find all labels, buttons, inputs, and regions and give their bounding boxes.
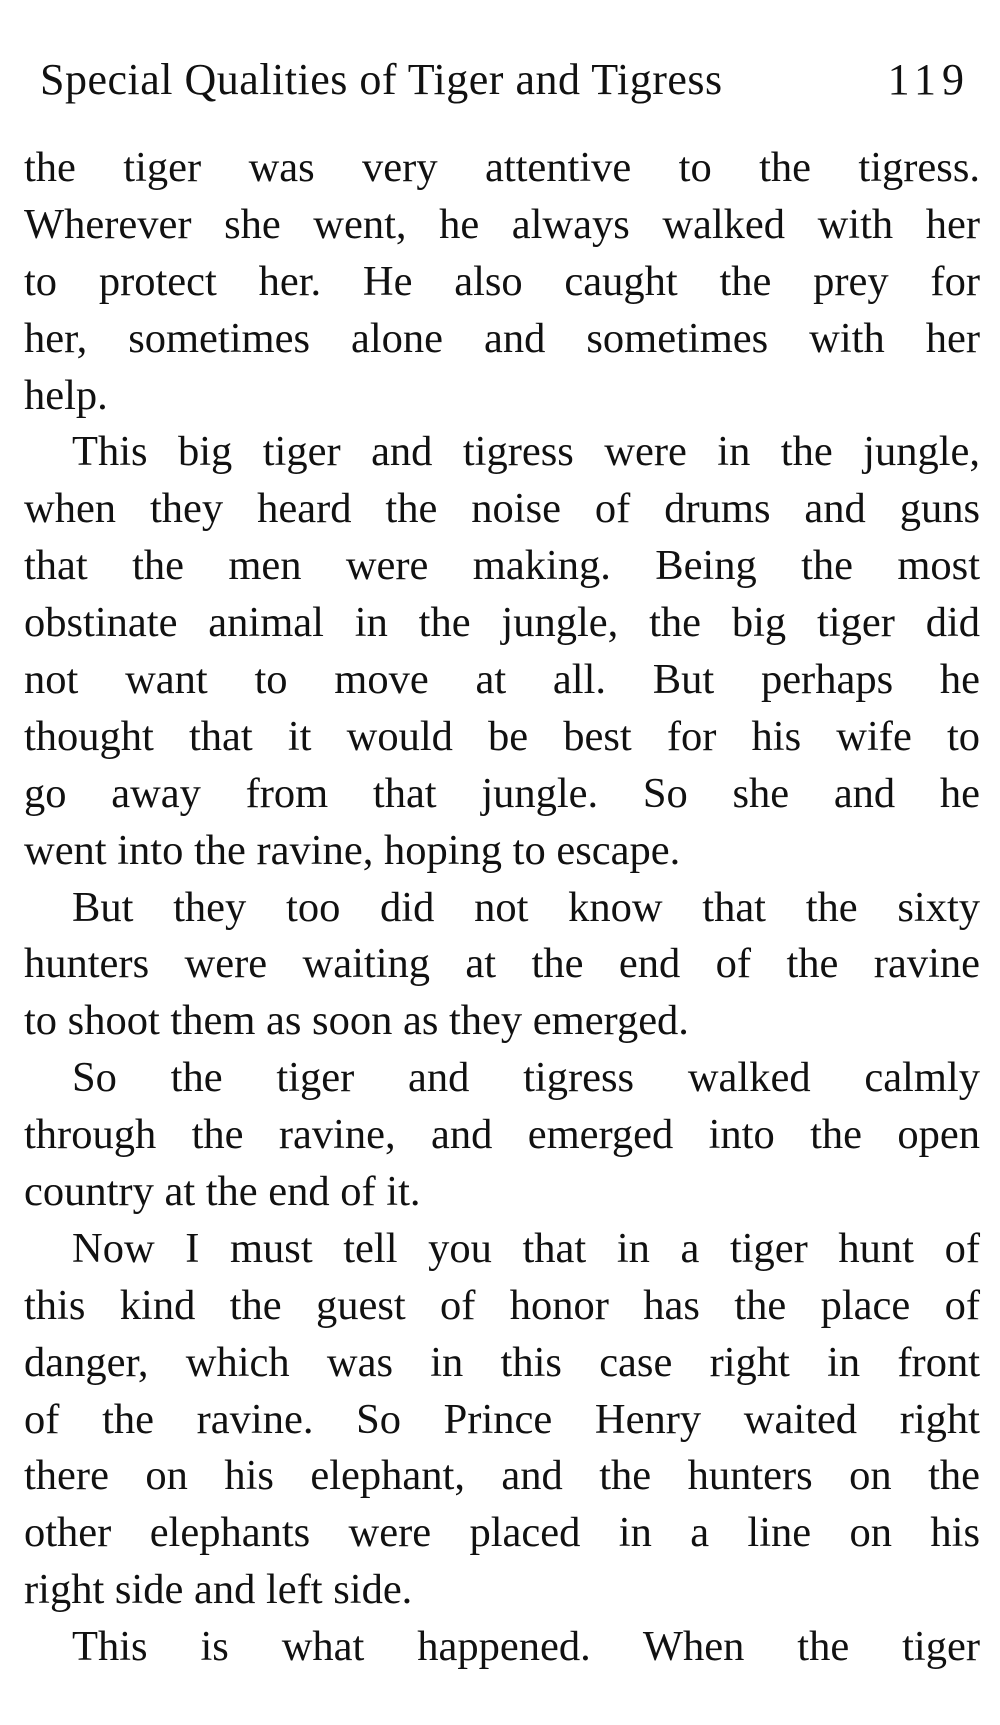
chapter-title: Special Qualities of Tiger and Tigress — [40, 55, 723, 104]
text-line: of the ravine. So Prince Henry waited right — [24, 1395, 980, 1443]
page-number: 119 — [887, 55, 970, 104]
paragraph-first-line: This big tiger and tigress were in the jungle, — [72, 428, 980, 476]
text-line: that the men were making. Being the most — [24, 542, 980, 590]
paragraph-first-line: This is what happened. When the tiger — [72, 1623, 980, 1671]
text-line: danger, which was in this case right in front — [24, 1338, 980, 1386]
text-line: obstinate animal in the jungle, the big tiger did — [24, 599, 980, 647]
paragraph-first-line: Now I must tell you that in a tiger hunt of — [72, 1224, 980, 1272]
text-line: to shoot them as soon as they emerged. — [24, 997, 689, 1045]
text-line: to protect her. He also caught the prey for — [24, 257, 980, 305]
body-text — [24, 140, 980, 1676]
text-line: right side and left side. — [24, 1566, 413, 1614]
text-line: went into the ravine, hoping to escape. — [24, 826, 681, 874]
running-head — [40, 50, 970, 110]
text-line: this kind the guest of honor has the place of — [24, 1281, 980, 1329]
text-line: thought that it would be best for his wife to — [24, 712, 980, 760]
text-line: through the ravine, and emerged into the open — [24, 1111, 980, 1159]
text-line: other elephants were placed in a line on his — [24, 1509, 980, 1557]
text-line: help. — [24, 371, 108, 419]
text-line: there on his elephant, and the hunters on the — [24, 1452, 980, 1500]
text-line: the tiger was very attentive to the tigress. — [24, 144, 980, 191]
text-line: her, sometimes alone and sometimes with her — [24, 314, 980, 362]
text-line: country at the end of it. — [24, 1168, 421, 1216]
paragraph-first-line: But they too did not know that the sixty — [72, 883, 980, 931]
text-line: go away from that jungle. So she and he — [24, 769, 980, 817]
text-line: when they heard the noise of drums and guns — [24, 485, 980, 533]
paragraph-first-line: So the tiger and tigress walked calmly — [72, 1054, 980, 1102]
text-line: Wherever she went, he always walked with her — [24, 200, 980, 248]
text-line: hunters were waiting at the end of the ravine — [24, 940, 980, 988]
text-line: not want to move at all. But perhaps he — [24, 656, 980, 704]
